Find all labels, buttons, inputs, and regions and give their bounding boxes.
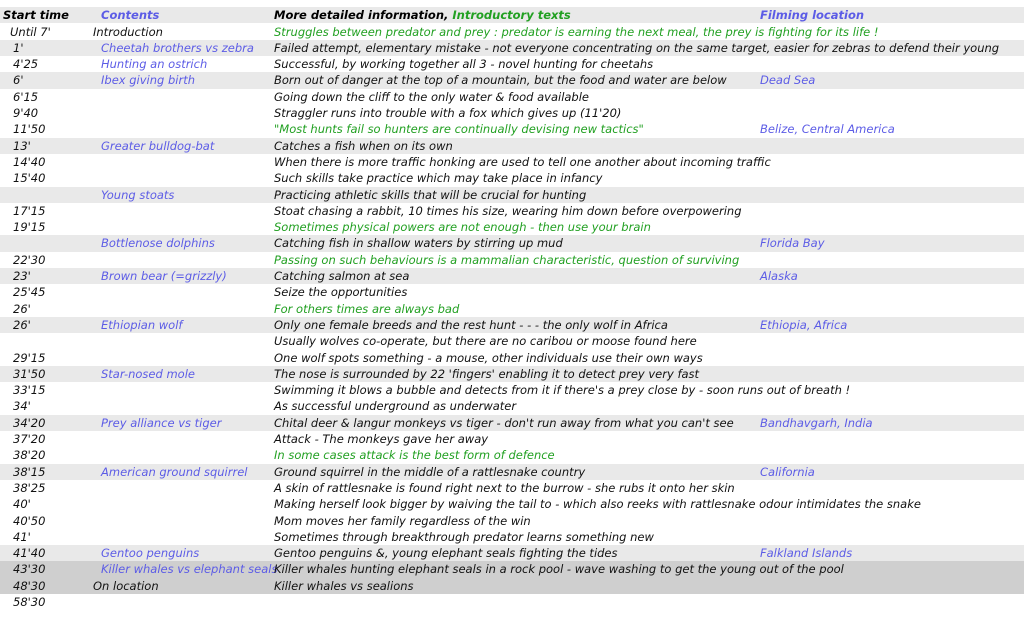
start-time-cell: Until 7'	[10, 24, 51, 39]
detail-cell: A skin of rattlesnake is found right next to the burrow - she rubs it onto her skin	[274, 480, 735, 495]
start-time-cell: 29'15	[13, 350, 46, 365]
start-time-cell: 38'15	[13, 464, 46, 479]
contents-cell: Introduction	[93, 24, 163, 39]
table-row	[0, 464, 1024, 480]
detail-cell: Successful, by working together all 3 - novel hunting for cheetahs	[274, 57, 654, 72]
detail-cell: "Most hunts fail so hunters are continually devising new tactics"	[274, 122, 644, 137]
start-time-cell: 41'	[13, 529, 31, 544]
start-time-cell: 14'40	[13, 154, 46, 169]
start-time-cell: 13'	[13, 138, 31, 153]
start-time-cell: 4'25	[13, 57, 39, 72]
start-time-cell: 43'30	[13, 562, 46, 577]
table-row	[0, 138, 1024, 154]
detail-cell: Sometimes through breakthrough predator learns something new	[274, 529, 654, 544]
start-time-cell: 34'20	[13, 415, 46, 430]
start-time-cell: 34'	[13, 399, 31, 414]
contents-cell: Bottlenose dolphins	[101, 236, 215, 251]
start-time-cell: 25'45	[13, 285, 46, 300]
detail-cell: Usually wolves co-operate, but there are no caribou or moose found here	[274, 334, 697, 349]
start-time-cell: 9'40	[13, 106, 39, 120]
detail-cell: Struggles between predator and prey : predator is earning the next meal, the prey is fighting for its life !	[274, 24, 879, 39]
detail-cell: Seize the opportunities	[274, 285, 408, 300]
contents-cell: Killer whales vs elephant seals	[101, 562, 278, 577]
table-row	[0, 235, 1024, 251]
table-row	[0, 268, 1024, 284]
table-row	[0, 301, 1024, 317]
start-time-cell: 38'20	[13, 448, 46, 463]
table-row	[0, 219, 1024, 235]
table-row	[0, 496, 1024, 512]
location-cell: Ethiopia, Africa	[760, 317, 848, 332]
detail-cell: Gentoo penguins &, young elephant seals fighting the tides	[274, 546, 618, 561]
table-row	[0, 447, 1024, 463]
start-time-cell: 23'	[13, 269, 31, 283]
detail-cell: Stoat chasing a rabbit, 10 times his size, wearing him down before overpowering	[274, 203, 742, 218]
contents-cell: Star-nosed mole	[101, 366, 195, 381]
location-cell: Bandhavgarh, India	[760, 415, 873, 430]
detail-cell: Chital deer & langur monkeys vs tiger - don't run away from what you can't see	[274, 415, 734, 430]
table-row	[0, 594, 1024, 610]
detail-cell: Swimming it blows a bubble and detects from it if there's a prey close by - soon runs out of breath !	[274, 383, 851, 398]
header-contents: Contents	[101, 8, 160, 22]
detail-cell: Catches a fish when on its own	[274, 138, 453, 153]
table-row	[0, 72, 1024, 88]
contents-cell: Young stoats	[101, 187, 175, 202]
table-row	[0, 513, 1024, 529]
detail-cell: Only one female breeds and the rest hunt - - - the only wolf in Africa	[274, 317, 668, 332]
start-time-cell: 17'15	[13, 203, 46, 218]
table-row	[0, 40, 1024, 56]
table-row	[0, 350, 1024, 366]
header-intro-text: Introductory texts	[452, 8, 571, 22]
contents-cell: On location	[93, 578, 159, 593]
contents-cell: Cheetah brothers vs zebra	[101, 40, 254, 55]
contents-cell: Greater bulldog-bat	[101, 138, 215, 153]
start-time-cell: 40'50	[13, 513, 46, 528]
table-row	[0, 529, 1024, 545]
table-row	[0, 333, 1024, 349]
contents-cell: Prey alliance vs tiger	[101, 415, 222, 430]
detail-cell: One wolf spots something - a mouse, other individuals use their own ways	[274, 350, 703, 365]
detail-cell: Born out of danger at the top of a mountain, but the food and water are below	[274, 73, 727, 88]
table-row	[0, 105, 1024, 121]
detail-cell: In some cases attack is the best form of defence	[274, 448, 555, 463]
header-start-time: Start time	[3, 8, 69, 22]
table-row	[0, 121, 1024, 137]
detail-cell: When there is more traffic honking are used to tell one another about incoming traffic	[274, 154, 771, 169]
table-row	[0, 203, 1024, 219]
contents-cell: Brown bear (=grizzly)	[101, 269, 227, 283]
start-time-cell: 33'15	[13, 383, 46, 398]
start-time-cell: 6'	[13, 73, 24, 88]
start-time-cell: 11'50	[13, 122, 46, 137]
header-location: Filming location	[760, 8, 865, 22]
table-row	[0, 252, 1024, 268]
table-row	[0, 56, 1024, 72]
table-row	[0, 415, 1024, 431]
table-row	[0, 89, 1024, 105]
start-time-cell: 58'30	[13, 595, 46, 609]
start-time-cell: 15'40	[13, 171, 46, 186]
table-row	[0, 578, 1024, 594]
detail-cell: Straggler runs into trouble with a fox which gives up (11'20)	[274, 106, 622, 120]
location-cell: Belize, Central America	[760, 122, 895, 137]
start-time-cell: 40'	[13, 497, 31, 512]
detail-cell: Passing on such behaviours is a mammalian characteristic, question of surviving	[274, 252, 740, 267]
detail-cell: Failed attempt, elementary mistake - not everyone concentrating on the same target, easier for zebras to defend their young	[274, 40, 1000, 55]
start-time-cell: 1'	[13, 40, 24, 55]
table-row	[0, 431, 1024, 447]
contents-cell: Gentoo penguins	[101, 546, 200, 561]
start-time-cell: 31'50	[13, 366, 46, 381]
detail-cell: Mom moves her family regardless of the win	[274, 513, 531, 528]
detail-cell: Going down the cliff to the only water & food available	[274, 89, 590, 104]
detail-cell: Killer whales hunting elephant seals in a rock pool - wave washing to get the young out of the pool	[274, 562, 844, 577]
location-cell: Alaska	[760, 269, 798, 283]
detail-cell: The nose is surrounded by 22 'fingers' enabling it to detect prey very fast	[274, 366, 700, 381]
start-time-cell: 41'40	[13, 546, 46, 561]
table-row	[0, 398, 1024, 414]
detail-cell: Ground squirrel in the middle of a rattlesnake country	[274, 464, 586, 479]
table-row	[0, 561, 1024, 577]
start-time-cell: 48'30	[13, 578, 46, 593]
table-row	[0, 284, 1024, 300]
contents-cell: Ethiopian wolf	[101, 317, 183, 332]
location-cell: Falkland Islands	[760, 546, 853, 561]
detail-cell: Catching fish in shallow waters by stirring up mud	[274, 236, 563, 251]
table-row	[0, 154, 1024, 170]
table-row	[0, 170, 1024, 186]
table-row	[0, 382, 1024, 398]
detail-cell: Sometimes physical powers are not enough - then use your brain	[274, 220, 651, 235]
location-cell: Florida Bay	[760, 236, 825, 251]
start-time-cell: 38'25	[13, 480, 46, 495]
detail-cell: Practicing athletic skills that will be crucial for hunting	[274, 187, 587, 202]
contents-cell: Hunting an ostrich	[101, 57, 208, 72]
start-time-cell: 37'20	[13, 432, 46, 446]
table-row	[0, 480, 1024, 496]
detail-cell: As successful underground as underwater	[274, 399, 517, 414]
detail-cell: Attack - The monkeys gave her away	[274, 432, 489, 446]
start-time-cell: 19'15	[13, 220, 46, 235]
table-row	[0, 24, 1024, 40]
header-details	[274, 7, 571, 23]
table-row	[0, 317, 1024, 333]
table-row	[0, 366, 1024, 382]
detail-cell: Catching salmon at sea	[274, 269, 410, 283]
start-time-cell: 22'30	[13, 252, 46, 267]
start-time-cell: 6'15	[13, 89, 39, 104]
contents-cell: Ibex giving birth	[101, 73, 195, 88]
location-cell: Dead Sea	[760, 73, 816, 88]
table-row	[0, 187, 1024, 203]
detail-cell: Killer whales vs sealions	[274, 578, 414, 593]
start-time-cell: 26'	[13, 301, 31, 316]
detail-cell: Making herself look bigger by waiving the tail to - which also reeks with rattlesnake odour intimidates the snake	[274, 497, 921, 512]
contents-cell: American ground squirrel	[101, 464, 248, 479]
header-details-text: More detailed information,	[274, 8, 453, 22]
detail-cell: For others times are always bad	[274, 301, 460, 316]
table-row	[0, 545, 1024, 561]
header-row	[0, 7, 1024, 23]
location-cell: California	[760, 464, 815, 479]
start-time-cell: 26'	[13, 317, 31, 332]
detail-cell: Such skills take practice which may take place in infancy	[274, 171, 603, 186]
